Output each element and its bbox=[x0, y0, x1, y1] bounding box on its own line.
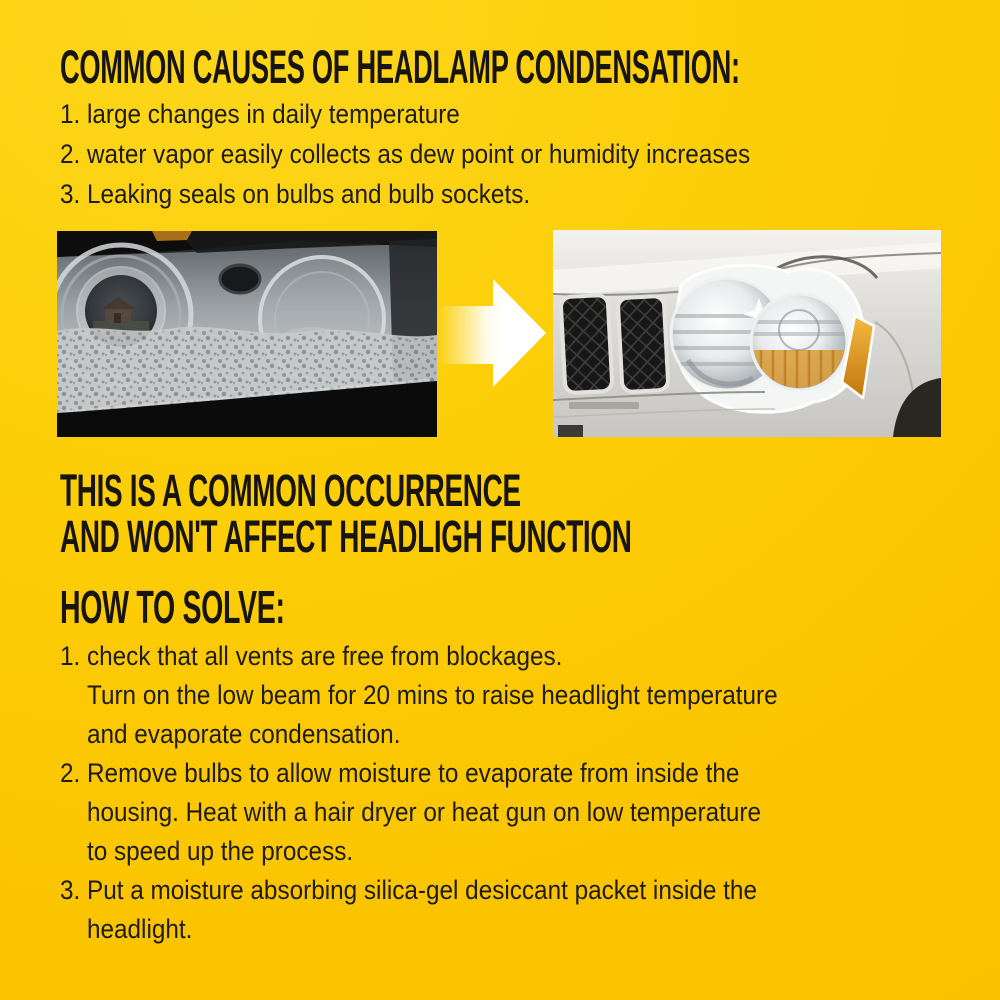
item-text: large changes in daily temperature bbox=[87, 99, 460, 129]
grille-slot bbox=[561, 295, 613, 393]
turn-signal-sliver bbox=[152, 231, 192, 241]
item-text: water vapor easily collects as dew point or humidity increases bbox=[87, 139, 751, 169]
item-number: 3. bbox=[60, 875, 81, 905]
item-number: 2. bbox=[60, 139, 81, 169]
notice-line-1: THIS IS A COMMON OCCURRENCE bbox=[60, 465, 521, 516]
list-item bbox=[60, 637, 778, 754]
causes-list bbox=[60, 94, 750, 214]
headlight-lamp-secondary bbox=[751, 294, 847, 392]
notice-heading bbox=[60, 465, 632, 562]
solve-heading: HOW TO SOLVE: bbox=[60, 581, 285, 633]
item-text: Remove bulbs to allow moisture to evaporate from inside the housing. Heat with a hair dryer or heat gun on low temperature to speed up the process. bbox=[87, 758, 762, 866]
item-text: check that all vents are free from blockages. Turn on the low beam for 20 mins to raise headlight temperature and evaporate condensation. bbox=[87, 641, 778, 749]
list-item bbox=[60, 134, 750, 174]
clean-headlamp-photo bbox=[553, 230, 941, 437]
grille-slot bbox=[618, 296, 669, 392]
condensed-headlamp-photo bbox=[57, 231, 437, 437]
list-item bbox=[60, 174, 750, 214]
item-text: Leaking seals on bulbs and bulb sockets. bbox=[87, 179, 531, 209]
list-item bbox=[60, 94, 750, 134]
item-number: 1. bbox=[60, 641, 81, 671]
item-number: 2. bbox=[60, 758, 81, 788]
notice-line-2: AND WON'T AFFECT HEADLIGH FUNCTION bbox=[60, 511, 632, 562]
item-number: 1. bbox=[60, 99, 81, 129]
arrow-right-icon bbox=[437, 278, 549, 388]
solve-list bbox=[60, 637, 778, 949]
list-item bbox=[60, 871, 778, 949]
item-text: Put a moisture absorbing silica-gel desiccant packet inside the headlight. bbox=[87, 875, 757, 944]
item-number: 3. bbox=[60, 179, 81, 209]
inner-bulb bbox=[220, 265, 260, 293]
page-title: COMMON CAUSES OF HEADLAMP CONDENSATION: bbox=[60, 40, 740, 93]
list-item bbox=[60, 754, 778, 871]
